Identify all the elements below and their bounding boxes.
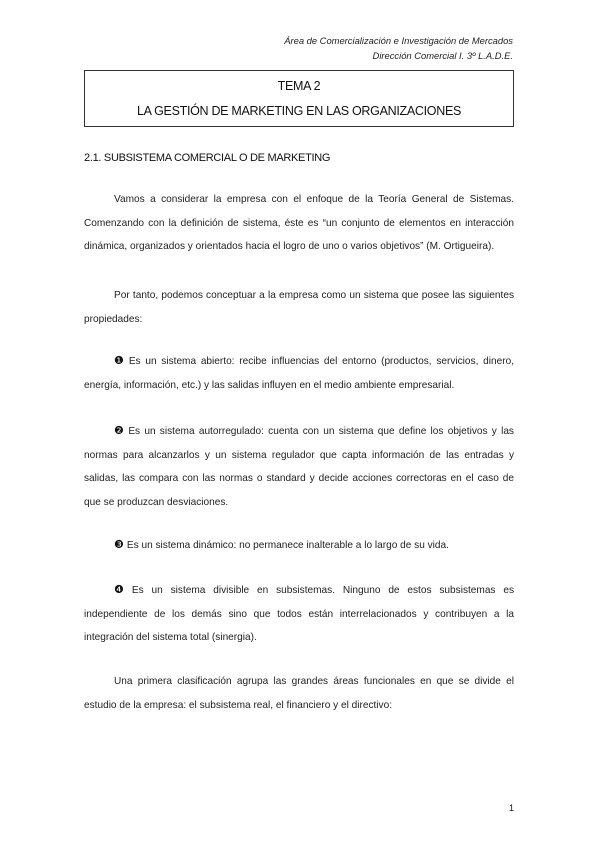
number-three-icon: ❸ (114, 539, 124, 551)
number-one-icon: ❶ (114, 355, 126, 367)
header-department: Área de Comercialización e Investigación de Mercados (284, 35, 513, 46)
header-course: Dirección Comercial I. 3º L.A.D.E. (372, 50, 513, 61)
property-dynamic (84, 534, 514, 558)
properties-intro-paragraph: Por tanto, podemos conceptuar a la empresa como un sistema que posee las siguientes propiedades: (84, 290, 514, 325)
property-text: Es un sistema abierto: recibe influencias del entorno (productos, servicios, dinero, energía, información, etc.) y las salidas influyen en el medio ambiente empresarial. (84, 356, 514, 391)
property-divisible (84, 579, 514, 650)
running-header (284, 33, 513, 63)
classification-paragraph: Una primera clasificación agrupa las grandes áreas funcionales en que se divide el estudio de la empresa: el subsistema real, el financiero y el directivo: (84, 676, 514, 711)
number-two-icon: ❷ (114, 425, 126, 437)
page-number: 1 (509, 803, 515, 813)
property-text: Es un sistema divisible en subsistemas. Ninguno de estos subsistemas es independiente de los demás sino que todos están interrelacionados y contribuyen a la integración del sistema total (sinergia). (84, 585, 514, 644)
property-text: Es un sistema dinámico: no permanece inalterable a lo largo de su vida. (126, 540, 449, 551)
chapter-number: TEMA 2 (277, 79, 321, 93)
number-four-icon: ❹ (114, 584, 129, 596)
chapter-title: LA GESTIÓN DE MARKETING EN LAS ORGANIZACIONES (136, 104, 462, 118)
property-self-regulated (84, 420, 514, 514)
chapter-title-box (84, 70, 514, 127)
property-open-system (84, 350, 514, 397)
section-heading: 2.1. SUBSISTEMA COMERCIAL O DE MARKETING (84, 152, 331, 164)
intro-paragraph: Vamos a considerar la empresa con el enfoque de la Teoría General de Sistemas. Comenzando con la definición de sistema, éste es “un conjunto de elementos en interacción dinámica, organizados y orientados hacia el logro de uno o varios objetivos” (M. Ortigueira). (84, 194, 514, 253)
property-text: Es un sistema autorregulado: cuenta con un sistema que define los objetivos y las normas para alcanzarlos y un sistema regulador que capta información de las entradas y salidas, las compara con las normas o standard y decide acciones correctoras en el caso de que se produzcan desviaciones. (84, 426, 514, 508)
